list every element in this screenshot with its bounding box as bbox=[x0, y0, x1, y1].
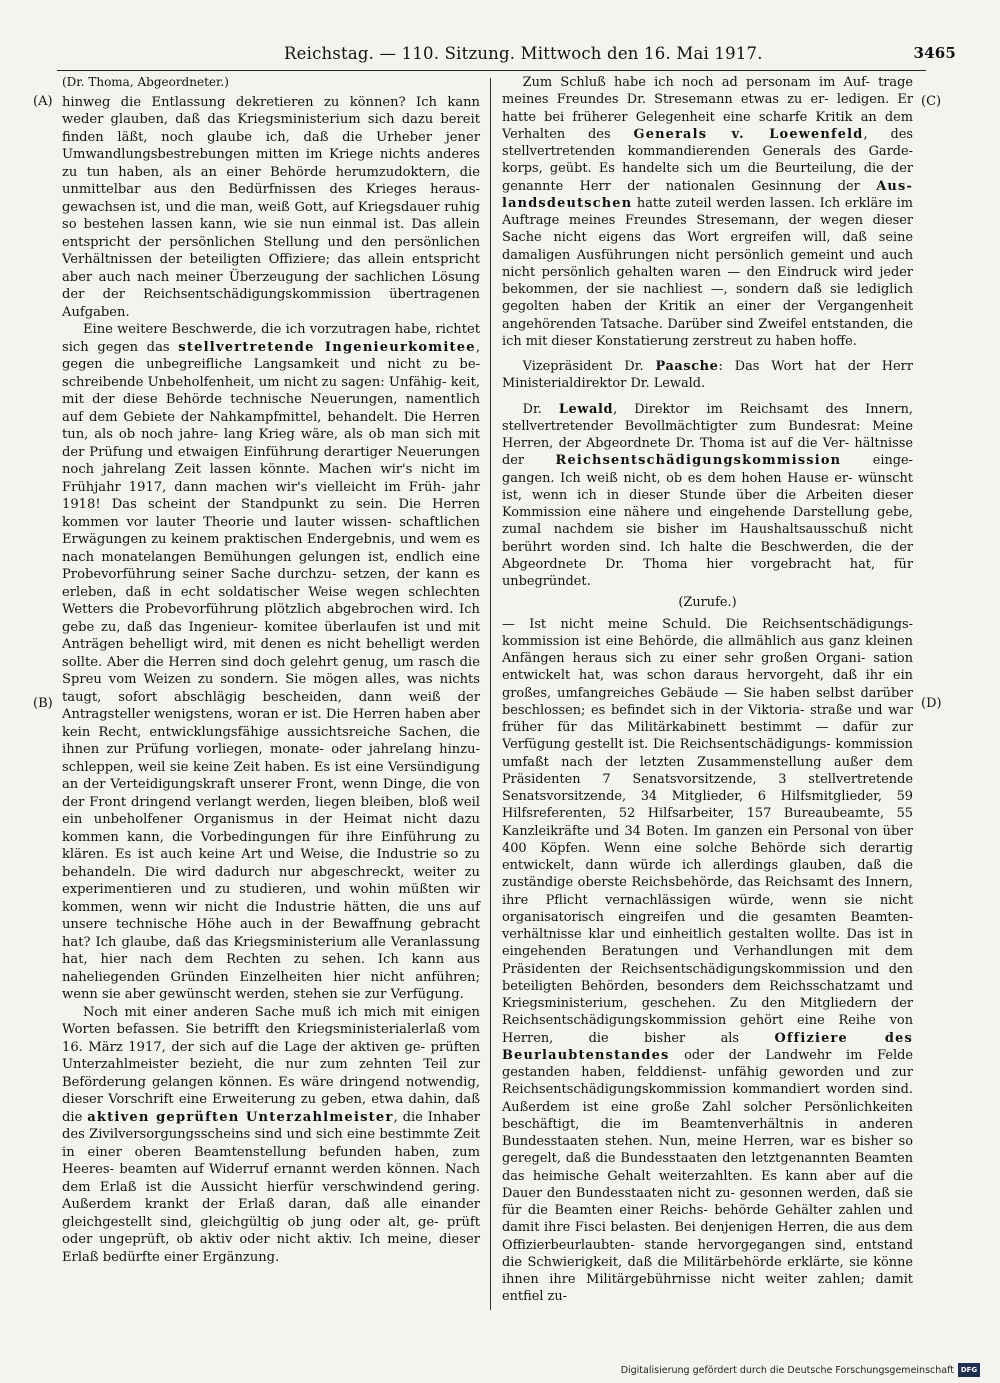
margin-marker-b: (B) bbox=[33, 696, 53, 711]
paragraph bbox=[62, 321, 480, 1004]
emphasis: stellvertretende Ingenieurkomitee bbox=[178, 339, 476, 355]
text-run: einge- gangen. Ich weiß nicht, ob es dem hohen Hause er- wünscht ist, wenn ich in dieser Stunde über die Arbeiten dieser Kommission eine nähere und eingehende Darstellung gebe, zumal nachdem sie bisher im Haushaltsausschuß nicht berührt worden sind. Ich halte die Beschwerden, die der Abgeordnete Dr. Thoma hier vorgebracht hat, für unbegründet. bbox=[502, 453, 913, 589]
emphasis: Reichsentschädigungskommission bbox=[555, 453, 842, 469]
text-run: , des stellvertretenden kommandierenden Generals des Garde- korps, geübt. Es handelte sich um die Beurteilung, die der genannte Herr der nationalen Gesinnung der bbox=[502, 126, 913, 194]
text-run: , gegen die unbegreifliche Langsamkeit und nicht zu be- schreibende Unbeholfenheit, um nicht zu sagen: Unfähig- keit, mit der diese Behörde technische Neuerungen, namentlich auf dem Gebiete der Nahkampfmittel, behandelt. Die Herren tun, als ob noch jahre- lang Krieg wäre, als ob man sich mit der Prüfung und etwaigen Einführung derartiger Neuerungen noch jahrelang Zeit lassen könnte. Machen wir's nicht im Frühjahr 1917, dann machen wir's vielleicht im Früh- jahr 1918! Das scheint der Standpunkt zu sein. Die Herren kommen vor lauter Theorie und lauter wissen- schaftlichen Erwägungen zu keinem praktischen Endergebnis, und wem es nach monatelangen Bemühungen gelungen ist, endlich eine Probevorführung seiner Sache durchzu- setzen, der kann es erleben, daß in echt soldatischer Weise wegen schlechten Wetters die Probevorführung plötzlich abgebrochen wird. Ich gebe zu, daß das Ingenieur- komitee überlaufen ist und mit Anträgen behelligt wird, mit denen es nicht behelligt werden sollte. Aber die Herren sind doch gelehrt genug, um rasch die Spreu vom Weizen zu sondern. Sie mögen alles, was nichts taugt, sofort abschlägig bescheiden, dann weiß der Antragsteller wenigstens, woran er ist. Die Herren haben aber kein Recht, entwicklungsfähige aussichtsreiche Sachen, die ihnen zur Prüfung vorliegen, monate- oder jahrelang hinzu- schleppen, weil sie keine Zeit haben. Es ist eine Versündigung an der Verteidigungskraft unserer Front, wenn Dinge, die von der Front dringend verlangt werden, liegen bleiben, bloß weil ein unbeholfener Organismus in der Heimat nicht dazu kommen kann, die Vorbedingungen für ihre Einführung zu klären. Es ist auch keine Art und Weise, die Industrie so zu behandeln. Die wird dadurch nur abgeschreckt, weiter zu experimentieren und zu studieren, und wohin müßten wir kommen, wenn wir nicht die Industrie hätten, die uns auf unsere technische Höhe auch in der Bewaffnung gebracht hat? Ich glaube, daß das Kriegsministerium alle Veranlassung hat, hier nach dem Rechten zu sehen. Ich kann aus naheliegenden Gründen Einzelheiten hier nicht anführen; wenn sie aber gewünscht werden, stehen sie zur Verfügung. bbox=[62, 339, 480, 1002]
margin-marker-c: (C) bbox=[921, 94, 942, 109]
column-divider bbox=[490, 78, 491, 1310]
spacer bbox=[502, 350, 913, 358]
speaker-name: Lewald bbox=[558, 401, 614, 417]
page-header bbox=[40, 44, 960, 68]
speaker-note: (Dr. Thoma, Abgeordneter.) bbox=[62, 75, 229, 89]
text-run: Zum Schluß habe ich noch ad personam im Auf- trage meines Freundes Dr. Stresemann etwas zu er- ledigen. Er hatte bei früherer Gelegenheit eine scharfe Kritik an dem Verhalten des bbox=[502, 75, 913, 142]
text-run: oder der Landwehr im Felde gestanden haben, felddienst- unfähig geworden und zur Reichsentschädigungskommission kommandiert worden sind. Außerdem ist eine große Zahl solcher Persönlichkeiten beschäftigt, die im Beamtenverhältnis in anderen Bundesstaaten stehen. Nun, meine Herren, war es bisher so geregelt, daß die Bundesstaaten den letztgenannten Beamten das heimische Gehalt weiterzahlten. Es kann aber auf die Dauer den Bundesstaaten nicht zu- gesonnen werden, daß sie für die Beamten einer Reichs- behörde Gehälter zahlen und damit ihre Fisci belasten. Bei denjenigen Herren, die aus dem Offizierbeurlaubten- stande hervorgegangen sind, entstand die Schwierigkeit, daß die Militärbehörde erklärte, sie könne ihnen ihre Militärgebührnisse nicht weiter zahlen; damit entfiel zu- bbox=[502, 1047, 913, 1305]
text-run: Noch mit einer anderen Sache muß ich mich mit einigen Worten befassen. Sie betrifft den Kriegsministerialerlaß vom 16. März 1917, der sich auf die Lage der aktiven ge- prüften Unterzahlmeister bezieht, die nur zum zehnten Teil zur Beförderung gelangen können. Es wäre dringend notwendig, dieser Vorschrift eine Erweiterung zu geben, etwa dahin, daß die bbox=[62, 1004, 480, 1125]
text-run: , die Inhaber des Zivilversorgungsscheins sind und sich eine bestimmte Zeit in einer oberen Beamtenstellung befunden haben, zum Heeres- beamten auf Widerruf ernannt werden können. Nach dem Erlaß ist die Aussicht hierfür verschwindend gering. Außerdem krankt der Erlaß daran, daß alle einander gleichgestellt sind, gleichgültig ob jung oder alt, ge- prüft oder ungeprüft, ob aktiv oder nicht aktiv. Ich meine, dieser Erlaß bedürfte einer Ergänzung. bbox=[62, 1109, 481, 1265]
paragraph bbox=[502, 401, 913, 591]
emphasis: aktiven geprüften Unterzahlmeister bbox=[87, 1109, 394, 1125]
text-run: — Ist nicht meine Schuld. Die Reichsentschädigungs- kommission ist eine Behörde, die allmählich aus ganz kleinen Anfängen heraus sich zu einer sehr großen Organi- sation entwickelt hat, was schon daraus hervorgeht, daß ihr ein großes, umfangreiches Gebäude — Sie haben selbst darüber beschlossen; es befindet sich in der Viktoria- straße und war früher für das Militärkabinett bestimmt — dafür zur Verfügung gestellt ist. Die Reichsentschädigungs- kommission umfaßt nach der letzten Zusammenstellung außer dem Präsidenten 7 Senatsvorsitzende, 3 stellvertretende Senatsvorsitzende, 34 Mitglieder, 6 Hilfsmitglieder, 59 Hilfsreferenten, 52 Hilfsarbeiter, 157 Bureaubeamte, 55 Kanzleikräfte und 34 Boten. Im ganzen ein Personal von über 400 Köpfen. Wenn eine solche Behörde sich derartig entwickelt, dann würde ich allerdings glauben, daß die zuständige oberste Reichsbehörde, das Reichsamt des Innern, ihre Pflicht vernachlässigen würde, wenn sie nicht organisatorisch eingreifen und die gesamten Beamten- verhältnisse klar und einheitlich gestalten wollte. Das ist in eingehenden Beratungen und Verhandlungen mit dem Präsidenten der Reichsentschädigungskommission und den beteiligten Behörden, besonders dem Reichsschatzamt und Kriegsministerium, geschehen. Zu den Mitgliedern der Reichsentschädigungskommission gehört eine Reihe von Herren, die bisher als bbox=[502, 616, 913, 1046]
emphasis: Aus- landsdeutschen bbox=[502, 178, 913, 211]
text-run: hatte zuteil werden lassen. Ich erkläre im Auftrage meines Freundes Stresemann, der wegen dieser Sache nicht eigens das Wort ergreifen will, daß seine damaligen Ausführungen nicht persönlich gemeint und auch nicht persönlich gehalten waren — den Eindruck wird jeder bekommen, der sie nachliest —, sondern daß sie lediglich gegolten haben der Kritik an einer der Vergangenheit angehörenden Tatsache. Darüber sind Zweifel entstanden, die ich mit dieser Konstatierung zerstreut zu haben hoffe. bbox=[502, 195, 913, 349]
paragraph bbox=[62, 1004, 480, 1267]
header-rule bbox=[57, 70, 926, 71]
text-run: : Das Wort hat der Herr Ministerialdirektor Dr. Lewald. bbox=[502, 359, 913, 392]
text-run: Dr. bbox=[522, 401, 559, 417]
page-number: 3465 bbox=[913, 44, 956, 62]
speaker-name: Paasche bbox=[655, 359, 719, 374]
left-column bbox=[62, 74, 480, 1266]
margin-marker-d: (D) bbox=[921, 696, 942, 711]
spacer bbox=[502, 393, 913, 401]
text-run: Eine weitere Beschwerde, die ich vorzutragen habe, richtet sich gegen das bbox=[62, 322, 480, 355]
right-column bbox=[502, 74, 913, 1306]
running-title: Reichstag. — 110. Sitzung. Mittwoch den 16. Mai 1917. bbox=[284, 44, 763, 63]
text-run: , Direktor im Reichsamt des Innern, stellvertretender Bevollmächtigter zum Bundesrat: Meine Herren, der Abgeordnete Dr. Thoma ist auf die Ver- hältnisse der bbox=[502, 401, 913, 469]
emphasis: Offiziere des Beurlaubtenstandes bbox=[502, 1030, 913, 1063]
margin-marker-a: (A) bbox=[33, 94, 53, 109]
footer-credit: Digitalisierung gefördert durch die Deutsche Forschungsgemeinschaft bbox=[620, 1364, 954, 1376]
text-run: Vizepräsident Dr. bbox=[522, 359, 656, 374]
paragraph bbox=[502, 74, 913, 350]
interjection: (Zurufe.) bbox=[678, 595, 737, 611]
paragraph bbox=[502, 358, 913, 393]
dfg-logo: DFG bbox=[958, 1363, 980, 1377]
footer bbox=[621, 1362, 980, 1378]
paragraph: hinweg die Entlassung dekretieren zu können? Ich kann weder glauben, daß das Kriegsministerium sich dazu bereit finden läßt, noch glaube ich, daß die Urheber jener Umwandlungsbestrebungen mitten im Kriege nichts anderes zu tun haben, als an einer Behörde herumzudoktern, die unmittelbar aus den Bedürfnissen des Krieges heraus- gewachsen ist, und die man, weiß Gott, auf Kriegsdauer ruhig so bestehen lassen kann, wie sie nun einmal ist. Das allein entspricht der persönlichen Stellung und den persönlichen Verhältnissen der beteiligten Offiziere; das allein entspricht aber auch nach meiner Überzeugung der sachlichen Lösung der der Reichsentschädigungskommission übertragenen Aufgaben. bbox=[62, 94, 480, 320]
emphasis: Generals v. Loewenfeld bbox=[633, 126, 864, 142]
paragraph bbox=[502, 616, 913, 1306]
